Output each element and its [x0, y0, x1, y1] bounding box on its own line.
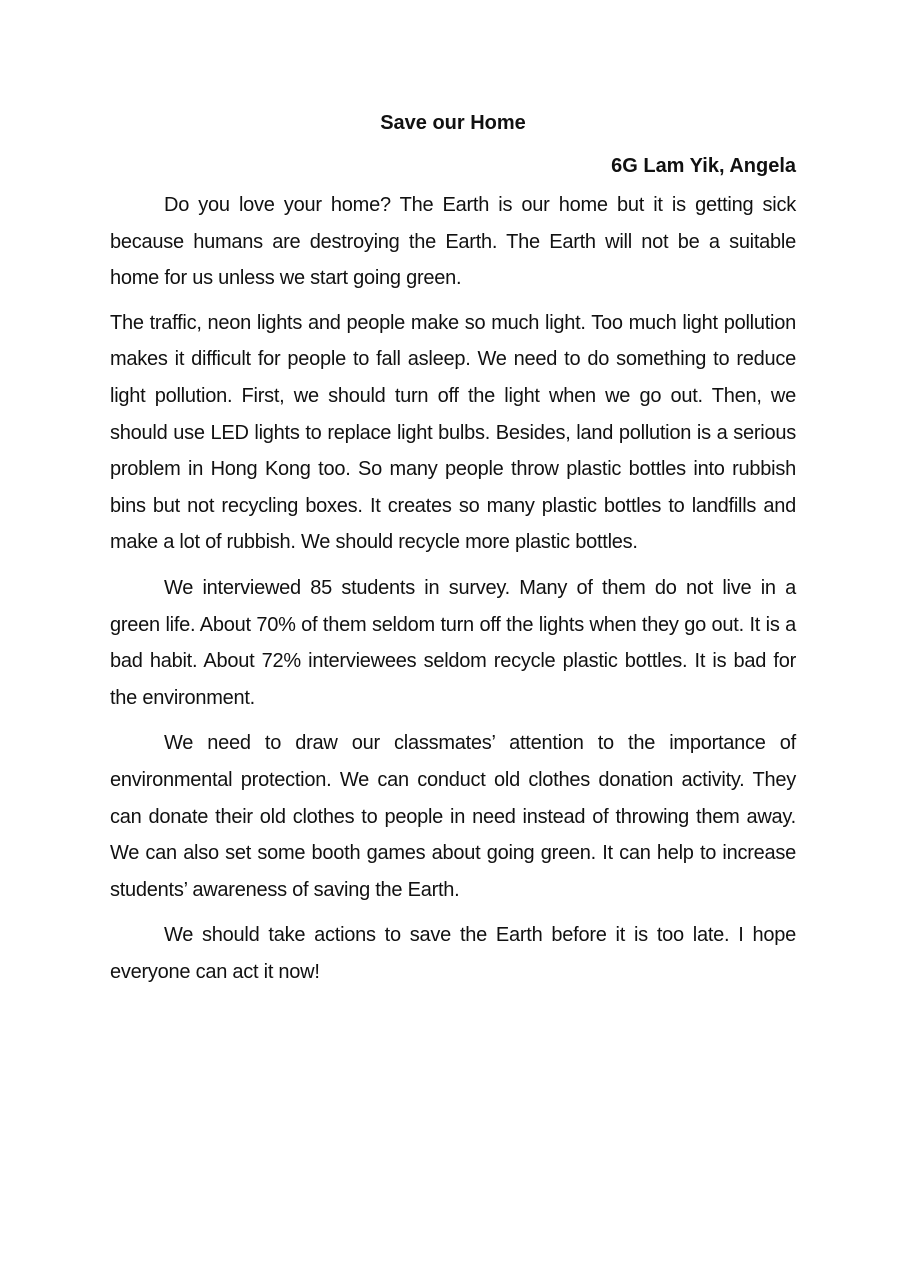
paragraph-pollution: The traffic, neon lights and people make so much light. Too much light pollution makes it difficult for people to fall asleep. We need to do something to reduce light pollution. First, we should turn off the light when we go out. Then, we should use LED lights to replace light bulbs. Besides, land pollution is a serious problem in Hong Kong too. So many people throw plastic bottles into rubbish bins but not recycling boxes. It creates so many plastic bottles to landfills and make a lot of rubbish. We should recycle more plastic bottles.	[110, 311, 796, 554]
paragraph-conclusion: We should take actions to save the Earth before it is too late. I hope everyone can act it now!	[110, 924, 796, 983]
essay-body	[110, 108, 796, 990]
paragraph-intro: Do you love your home? The Earth is our home but it is getting sick because humans are destroying the Earth. The Earth will not be a suitable home for us unless we start going green.	[110, 194, 796, 290]
author-line: 6G Lam Yik, Angela	[611, 155, 796, 177]
paragraph-survey: We interviewed 85 students in survey. Many of them do not live in a green life. About 70% of them seldom turn off the lights when they go out. It is a bad habit. About 72% interviewees seldom recycle plastic bottles. It is bad for the environment.	[110, 576, 796, 709]
paragraph-actions: We need to draw our classmates’ attention to the importance of environmental protection. We can conduct old clothes donation activity. They can donate their old clothes to people in need instead of throwing them away. We can also set some booth games about going green. It can help to increase students’ awareness of saving the Earth.	[110, 732, 796, 901]
essay-title: Save our Home	[380, 112, 526, 134]
